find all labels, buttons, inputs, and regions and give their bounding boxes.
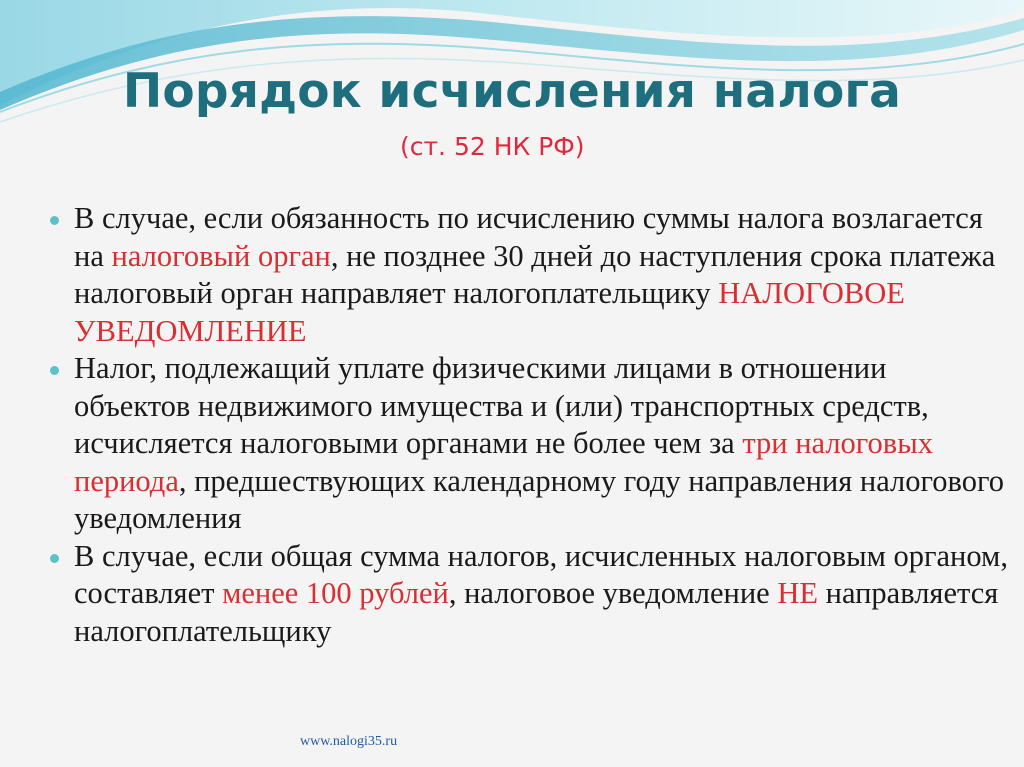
bullet-3-text-part1: В случае, если общая сумма налогов, исчисленных налоговым органом, составляет <box>74 538 1008 610</box>
footer-website: www.nalogi35.ru <box>300 734 398 749</box>
bullet-1-highlight-tax-authority: налоговый орган <box>111 238 331 273</box>
bullet-dot-icon <box>50 554 59 563</box>
bullet-dot-icon <box>50 216 59 225</box>
bullet-3-text-part2: , налоговое уведомление <box>448 576 778 610</box>
bullet-2-highlight-three-periods: три налоговых периода <box>74 426 933 498</box>
bullet-2-text-part1: Налог, подлежащий уплате физическими лицами в отношении объектов недвижимого имущества и (или) транспортных средств, исчисляется налоговыми органами не более чем за <box>74 351 929 460</box>
bullet-item-2 <box>50 350 1010 538</box>
bullet-list <box>50 200 1010 650</box>
slide-title: Порядок исчисления налога <box>122 64 902 119</box>
slide-subtitle: (ст. 52 НК РФ) <box>400 132 585 161</box>
bullet-1-highlight-tax-notice: НАЛОГОВОЕ УВЕДОМЛЕНИЕ <box>74 276 905 348</box>
bullet-item-3 <box>50 538 1010 651</box>
bullet-3-highlight-not: НЕ <box>777 576 819 610</box>
bullet-item-1 <box>50 200 1010 350</box>
bullet-3-text-part3: направляется налогоплательщику <box>74 576 999 648</box>
bullet-1-text-part1: В случае, если обязанность по исчислению суммы налога возлагается на <box>74 201 983 273</box>
bullet-dot-icon <box>50 366 59 375</box>
bullet-1-text-part2: , не позднее 30 дней до наступления срока платежа налоговый орган направляет налогоплательщику <box>74 238 996 310</box>
bullet-3-highlight-amount: менее 100 рублей <box>222 576 449 610</box>
bullet-2-text-part2: , предшествующих календарному году направления налогового уведомления <box>74 463 1004 535</box>
